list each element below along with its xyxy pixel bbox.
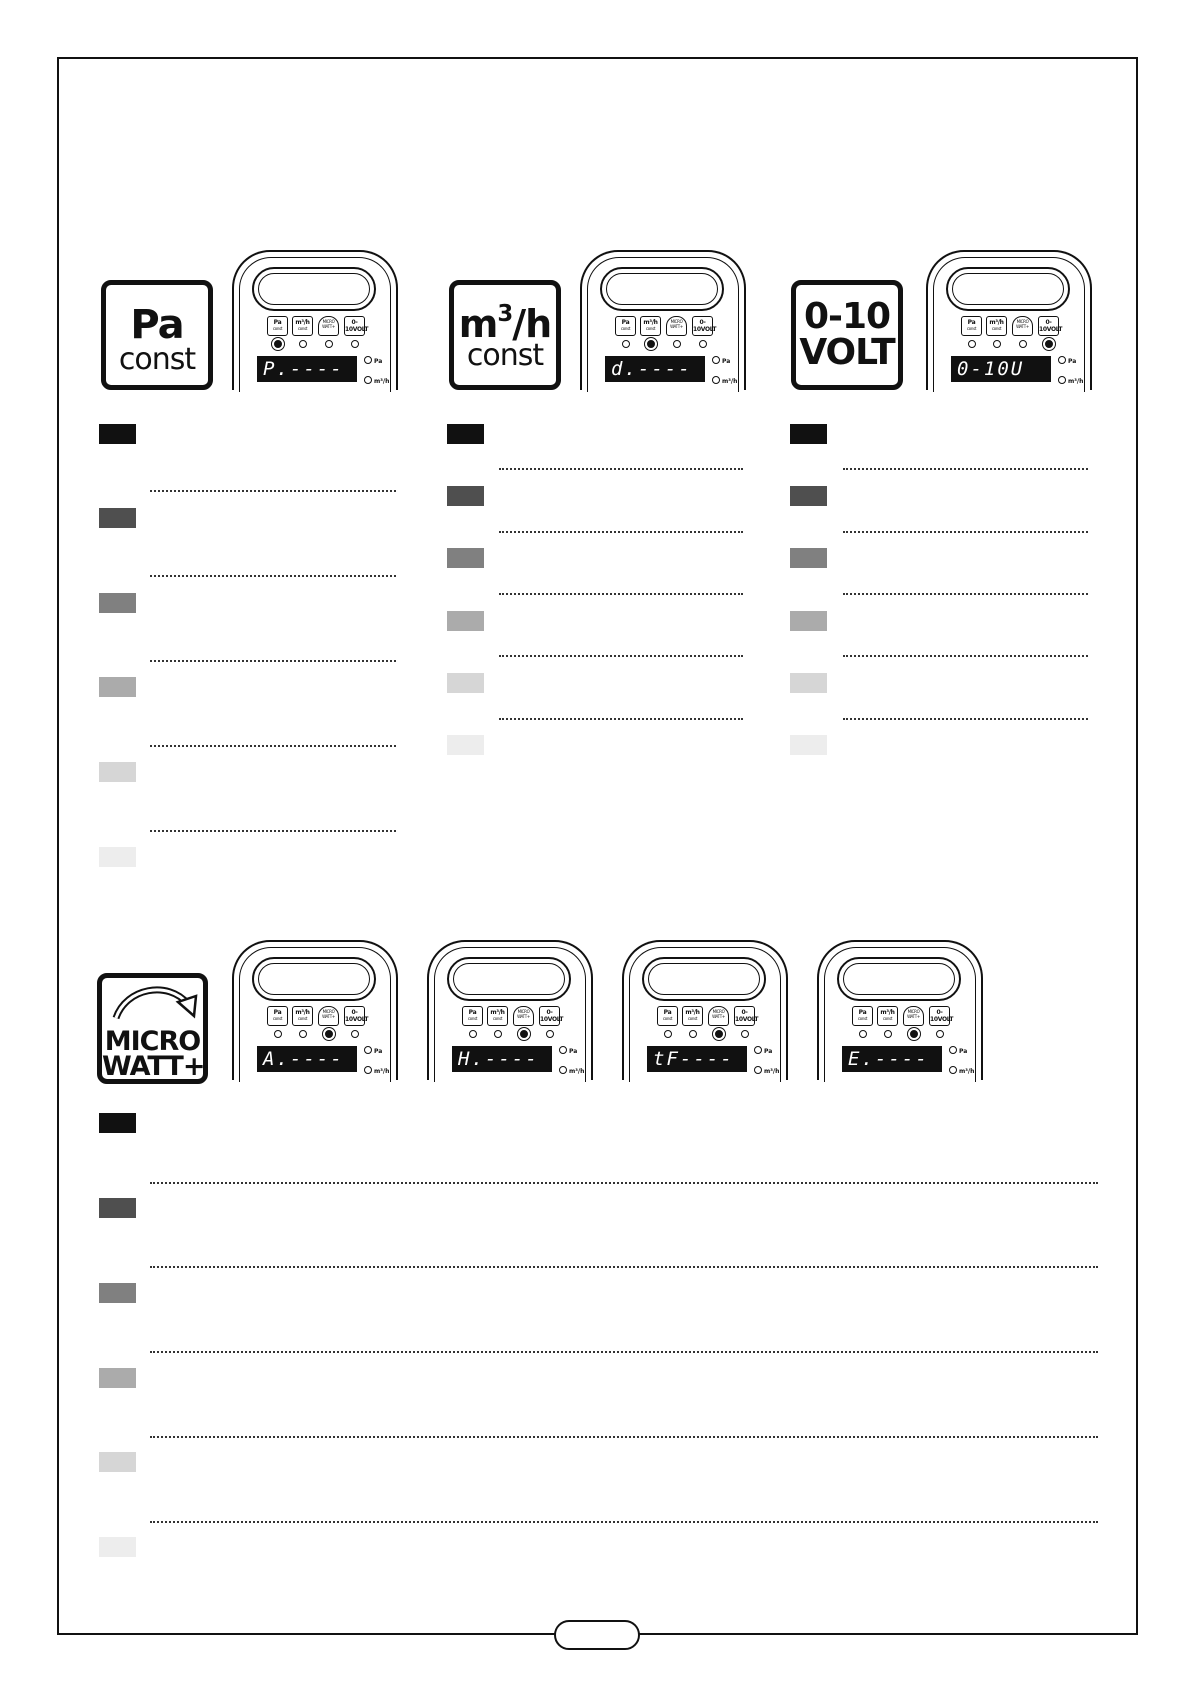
led-micro-watt	[673, 340, 681, 348]
swatch-level-6	[447, 735, 484, 755]
dotted-line	[150, 1436, 1098, 1438]
led-m3h-const	[689, 1030, 697, 1038]
0-10-volt-button: 0-10VOLT	[344, 316, 365, 336]
control-unit	[232, 250, 398, 390]
swatch-level-5	[99, 762, 136, 782]
swatch-level-5	[447, 673, 484, 693]
icon-label-main: Pa	[130, 302, 184, 348]
icon-label-main: $m^3/h$	[458, 301, 552, 346]
swatch-level-6	[99, 1537, 136, 1557]
micro-watt-button: MICRO WATT+	[708, 1006, 729, 1026]
page-number-tab	[554, 1620, 640, 1650]
indicator-pa: Pa	[712, 356, 730, 366]
control-unit	[232, 940, 398, 1080]
dotted-line	[499, 718, 743, 720]
led-0-10-volt	[699, 340, 707, 348]
control-unit	[622, 940, 788, 1080]
dotted-line	[843, 593, 1088, 595]
segment-display: tF----	[647, 1046, 747, 1072]
dotted-line	[150, 575, 396, 577]
indicator-pa: Pa	[754, 1046, 772, 1056]
swatch-level-2	[99, 1198, 136, 1218]
dotted-line	[499, 468, 743, 470]
dotted-line	[499, 593, 743, 595]
m3h-const-icon	[449, 280, 561, 390]
dotted-line	[843, 468, 1088, 470]
segment-display: H.----	[452, 1046, 552, 1072]
indicator-m3h: m³/h	[754, 1066, 779, 1076]
indicator-m3h: m³/h	[1058, 376, 1083, 386]
dotted-line	[150, 660, 396, 662]
unit-window	[252, 957, 376, 1001]
swatch-level-1	[790, 424, 827, 444]
icon-label-main: MICRO	[104, 1026, 201, 1057]
0-10-volt-button: 0-10VOLT	[539, 1006, 560, 1026]
m3h-const-button: m³/h const	[640, 316, 661, 336]
led-pa-const	[274, 1030, 282, 1038]
dotted-line	[843, 655, 1088, 657]
led-0-10-volt	[351, 1030, 359, 1038]
dotted-line	[150, 745, 396, 747]
swatch-level-1	[99, 1113, 136, 1133]
led-micro-watt	[910, 1030, 918, 1038]
0-10-volt-button: 0-10VOLT	[692, 316, 713, 336]
micro-watt-button: MICRO WATT+	[513, 1006, 534, 1026]
pa-const-button: Pa const	[852, 1006, 873, 1026]
micro-watt-button: MICRO WATT+	[1012, 316, 1033, 336]
micro-watt-button: MICRO WATT+	[666, 316, 687, 336]
segment-display: E.----	[842, 1046, 942, 1072]
led-0-10-volt	[936, 1030, 944, 1038]
pa-const-button: Pa const	[267, 316, 288, 336]
m3h-const-button: m³/h const	[986, 316, 1007, 336]
swatch-level-5	[99, 1452, 136, 1472]
swatch-level-3	[790, 548, 827, 568]
segment-display: d.----	[605, 356, 705, 382]
indicator-m3h: m³/h	[712, 376, 737, 386]
icon-label-sub: VOLT	[799, 332, 895, 373]
indicator-pa: Pa	[559, 1046, 577, 1056]
led-pa-const	[968, 340, 976, 348]
led-m3h-const	[299, 1030, 307, 1038]
unit-window	[946, 267, 1070, 311]
icon-label-sub: const	[118, 342, 196, 377]
pa-const-button: Pa const	[462, 1006, 483, 1026]
led-pa-const	[664, 1030, 672, 1038]
m3h-const-button: m³/h const	[292, 316, 313, 336]
indicator-m3h: m³/h	[559, 1066, 584, 1076]
micro-watt-button: MICRO WATT+	[318, 316, 339, 336]
control-unit	[817, 940, 983, 1080]
dotted-line	[150, 830, 396, 832]
control-unit	[580, 250, 746, 390]
led-0-10-volt	[351, 340, 359, 348]
swatch-level-1	[99, 424, 136, 444]
m3h-const-button: m³/h const	[487, 1006, 508, 1026]
led-pa-const	[469, 1030, 477, 1038]
control-unit	[427, 940, 593, 1080]
dotted-line	[150, 1182, 1098, 1184]
dotted-line	[150, 1266, 1098, 1268]
swatch-level-2	[447, 486, 484, 506]
segment-display: A.----	[257, 1046, 357, 1072]
swatch-level-4	[99, 1368, 136, 1388]
led-m3h-const	[299, 340, 307, 348]
dotted-line	[150, 490, 396, 492]
micro-watt-button: MICRO WATT+	[318, 1006, 339, 1026]
led-0-10-volt	[546, 1030, 554, 1038]
pa-const-button: Pa const	[961, 316, 982, 336]
m3h-const-button: m³/h const	[877, 1006, 898, 1026]
indicator-m3h: m³/h	[364, 376, 389, 386]
swatch-level-5	[790, 673, 827, 693]
pa-const-button: Pa const	[657, 1006, 678, 1026]
swatch-level-3	[447, 548, 484, 568]
indicator-m3h: m³/h	[364, 1066, 389, 1076]
pa-const-button: Pa const	[615, 316, 636, 336]
dotted-line	[150, 1521, 1098, 1523]
led-micro-watt	[715, 1030, 723, 1038]
led-micro-watt	[1019, 340, 1027, 348]
swatch-level-3	[99, 1283, 136, 1303]
swatch-level-4	[447, 611, 484, 631]
indicator-pa: Pa	[364, 356, 382, 366]
micro-watt-icon	[97, 973, 208, 1084]
unit-window	[600, 267, 724, 311]
unit-window	[642, 957, 766, 1001]
led-0-10-volt	[1045, 340, 1053, 348]
dotted-line	[843, 531, 1088, 533]
dotted-line	[150, 1351, 1098, 1353]
0-10-volt-button: 0-10VOLT	[1038, 316, 1059, 336]
segment-display: 0-10U	[951, 356, 1051, 382]
swatch-level-6	[790, 735, 827, 755]
led-m3h-const	[647, 340, 655, 348]
0-10-volt-icon	[791, 280, 903, 390]
icon-label-main: 0-10	[803, 296, 891, 337]
micro-watt-button: MICRO WATT+	[903, 1006, 924, 1026]
led-micro-watt	[325, 340, 333, 348]
indicator-pa: Pa	[1058, 356, 1076, 366]
0-10-volt-button: 0-10VOLT	[929, 1006, 950, 1026]
swatch-level-1	[447, 424, 484, 444]
unit-window	[252, 267, 376, 311]
indicator-m3h: m³/h	[949, 1066, 974, 1076]
icon-label-sub: WATT+	[102, 1051, 205, 1082]
dotted-line	[843, 718, 1088, 720]
pa-const-icon	[101, 280, 213, 390]
indicator-pa: Pa	[364, 1046, 382, 1056]
dotted-line	[499, 655, 743, 657]
swatch-level-2	[790, 486, 827, 506]
icon-label-sub: const	[466, 338, 544, 373]
control-unit	[926, 250, 1092, 390]
led-pa-const	[859, 1030, 867, 1038]
0-10-volt-button: 0-10VOLT	[344, 1006, 365, 1026]
led-0-10-volt	[741, 1030, 749, 1038]
indicator-pa: Pa	[949, 1046, 967, 1056]
m3h-const-button: m³/h const	[682, 1006, 703, 1026]
dotted-line	[499, 531, 743, 533]
led-pa-const	[274, 340, 282, 348]
swatch-level-4	[99, 677, 136, 697]
swatch-level-4	[790, 611, 827, 631]
pa-const-button: Pa const	[267, 1006, 288, 1026]
m3h-const-button: m³/h const	[292, 1006, 313, 1026]
led-pa-const	[622, 340, 630, 348]
0-10-volt-button: 0-10VOLT	[734, 1006, 755, 1026]
swatch-level-2	[99, 508, 136, 528]
unit-window	[447, 957, 571, 1001]
segment-display: P.----	[257, 356, 357, 382]
led-micro-watt	[325, 1030, 333, 1038]
led-m3h-const	[993, 340, 1001, 348]
swatch-level-3	[99, 593, 136, 613]
curved-arrow-icon	[102, 980, 203, 1020]
unit-window	[837, 957, 961, 1001]
led-m3h-const	[884, 1030, 892, 1038]
led-micro-watt	[520, 1030, 528, 1038]
swatch-level-6	[99, 847, 136, 867]
led-m3h-const	[494, 1030, 502, 1038]
